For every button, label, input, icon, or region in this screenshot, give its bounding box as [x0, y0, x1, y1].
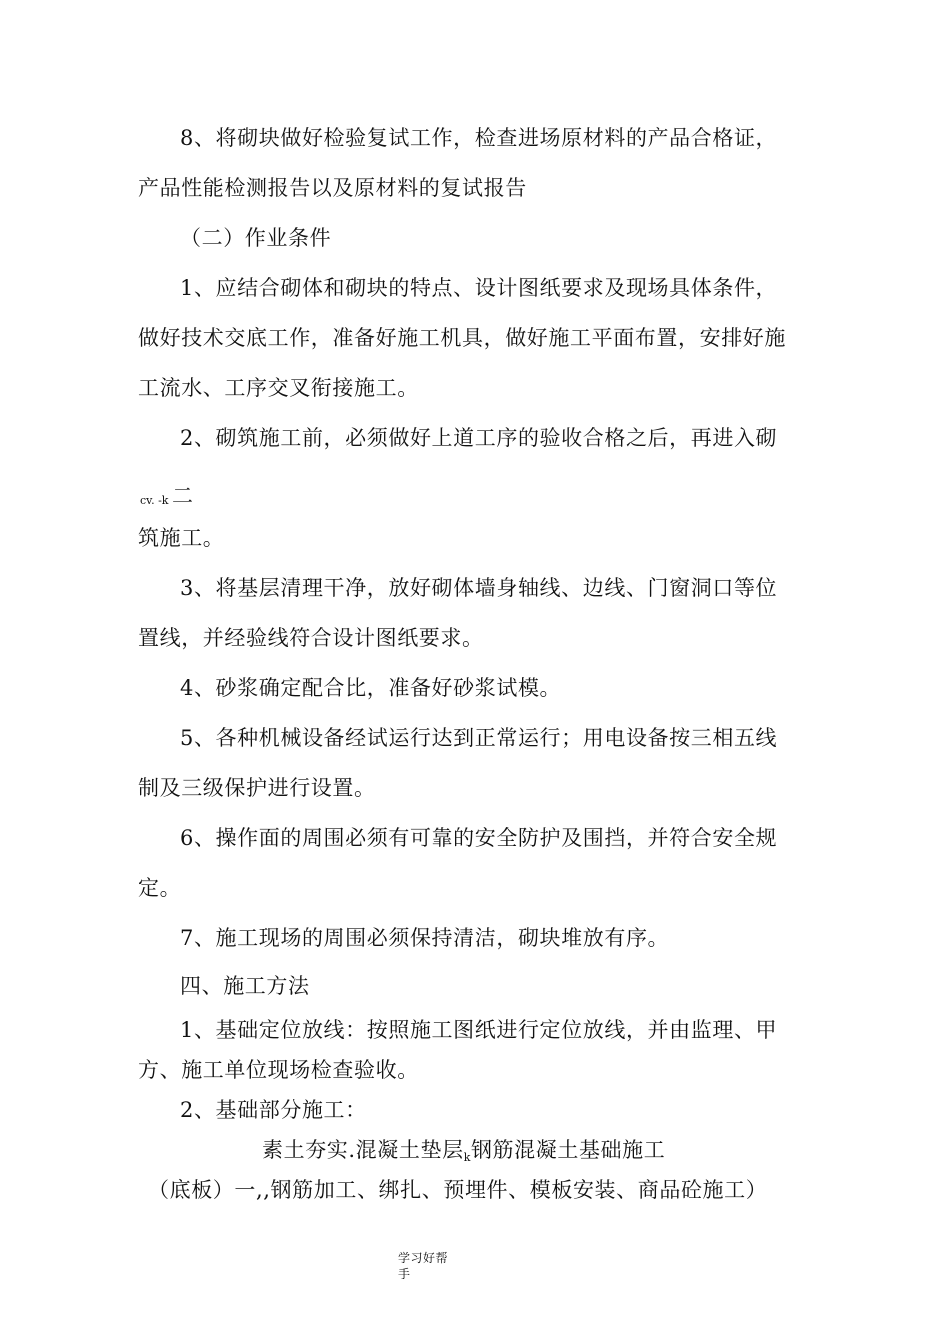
paragraph-line: 7、施工现场的周围必须保持清洁，砌块堆放有序。: [180, 926, 670, 950]
flow-subscript: k: [463, 1151, 471, 1164]
paragraph-line: 定。: [138, 876, 182, 900]
paragraph-line: 方、施工单位现场检查验收。: [138, 1058, 419, 1082]
flow-line: （底板）一,,钢筋加工、绑扎、预埋件、模板安装、商品砼施工）: [148, 1178, 768, 1202]
paragraph-line: 6、操作面的周围必须有可靠的安全防护及围挡，并符合安全规: [180, 826, 778, 850]
flow-step-text: 钢筋混凝土基础施工: [470, 1138, 666, 1162]
paragraph-line: 5、各种机械设备经试运行达到正常运行；用电设备按三相五线: [180, 726, 778, 750]
flow-step-text: 素土夯实.混凝土垫层: [262, 1138, 464, 1162]
paragraph-line: 2、砌筑施工前，必须做好上道工序的验收合格之后，再进入砌: [180, 426, 778, 450]
paragraph-line: 置线，并经验线符合设计图纸要求。: [138, 626, 484, 650]
paragraph-line: 1、基础定位放线：按照施工图纸进行定位放线，并由监理、甲: [180, 1018, 778, 1042]
paragraph-line: 4、砂浆确定配合比，准备好砂浆试模。: [180, 676, 562, 700]
paragraph-line: 筑施工。: [138, 526, 225, 550]
paragraph-line: 8、将砌块做好检验复试工作，检查进场原材料的产品合格证，: [180, 126, 778, 150]
scan-artifact-char: 二: [172, 484, 194, 508]
paragraph-line: 做好技术交底工作，准备好施工机具，做好施工平面布置，安排好施: [138, 326, 786, 350]
paragraph-line: 2、基础部分施工：: [180, 1098, 367, 1122]
paragraph-line: 3、将基层清理干净，放好砌体墙身轴线、边线、门窗洞口等位: [180, 576, 778, 600]
scan-artifact-text: cv. -k: [140, 494, 169, 507]
section-heading: 四、施工方法: [180, 974, 310, 998]
flow-line: [262, 1135, 665, 1173]
footer-text: 学习好帮: [398, 1251, 449, 1265]
paragraph-line: 1、应结合砌体和砌块的特点、设计图纸要求及现场具体条件，: [180, 276, 778, 300]
paragraph-line: 工流水、工序交叉衔接施工。: [138, 376, 419, 400]
paragraph-line: 产品性能检测报告以及原材料的复试报告: [138, 176, 527, 200]
footer-text: 手: [398, 1267, 411, 1281]
section-heading: （二）作业条件: [180, 226, 332, 250]
paragraph-line: 制及三级保护进行设置。: [138, 776, 376, 800]
